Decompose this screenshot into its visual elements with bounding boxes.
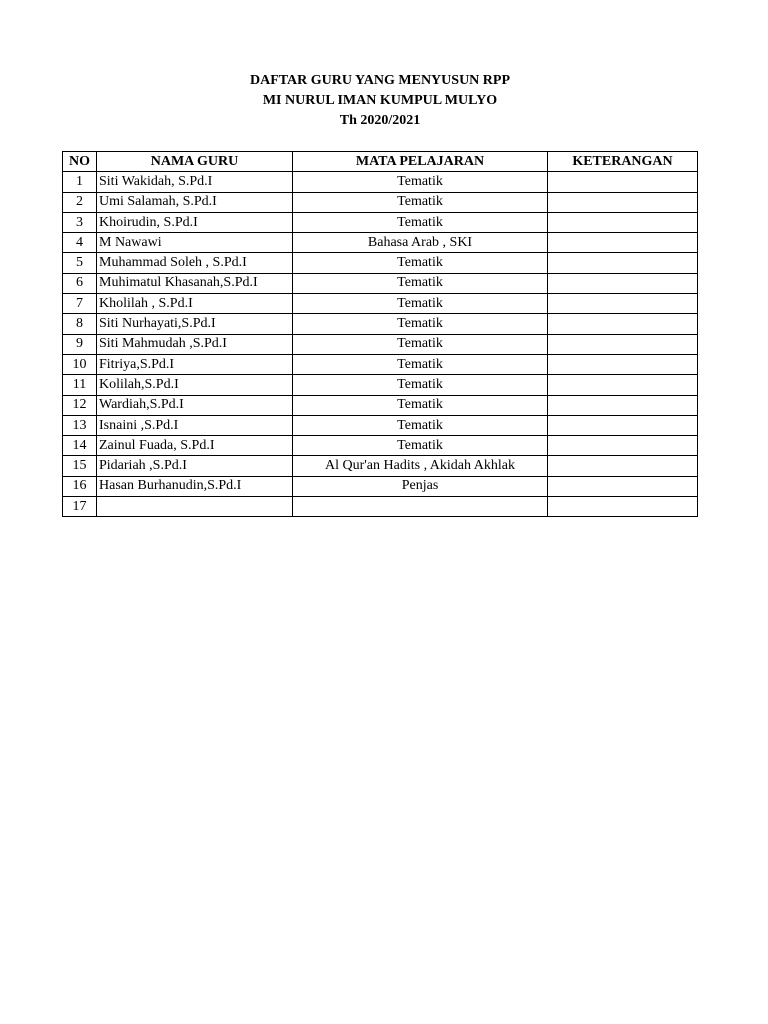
cell-no: 14 <box>63 436 97 456</box>
cell-teacher-name: M Nawawi <box>97 233 293 253</box>
table-row <box>63 375 698 395</box>
cell-no: 8 <box>63 314 97 334</box>
table-row <box>63 395 698 415</box>
table-row <box>63 476 698 496</box>
cell-note <box>548 233 698 253</box>
cell-subject: Tematik <box>293 212 548 232</box>
cell-teacher-name: Siti Mahmudah ,S.Pd.I <box>97 334 293 354</box>
table-row <box>63 233 698 253</box>
table-row <box>63 436 698 456</box>
cell-note <box>548 294 698 314</box>
column-header-name: NAMA GURU <box>97 152 293 172</box>
cell-no: 13 <box>63 415 97 435</box>
cell-subject: Penjas <box>293 476 548 496</box>
cell-note <box>548 436 698 456</box>
cell-subject: Tematik <box>293 294 548 314</box>
cell-note <box>548 334 698 354</box>
column-header-no: NO <box>63 152 97 172</box>
cell-subject: Tematik <box>293 436 548 456</box>
cell-teacher-name: Siti Wakidah, S.Pd.I <box>97 172 293 192</box>
school-name: MI NURUL IMAN KUMPUL MULYO <box>262 93 498 108</box>
cell-teacher-name: Kholilah , S.Pd.I <box>97 294 293 314</box>
table-row <box>63 294 698 314</box>
cell-no: 11 <box>63 375 97 395</box>
cell-teacher-name: Siti Nurhayati,S.Pd.I <box>97 314 293 334</box>
cell-no: 5 <box>63 253 97 273</box>
cell-teacher-name: Kolilah,S.Pd.I <box>97 375 293 395</box>
cell-note <box>548 253 698 273</box>
table-row <box>63 253 698 273</box>
cell-subject: Tematik <box>293 415 548 435</box>
cell-note <box>548 395 698 415</box>
cell-no: 17 <box>63 497 97 517</box>
cell-note <box>548 273 698 293</box>
cell-no: 15 <box>63 456 97 476</box>
academic-year: Th 2020/2021 <box>339 113 421 128</box>
cell-no: 4 <box>63 233 97 253</box>
cell-subject: Tematik <box>293 172 548 192</box>
cell-note <box>548 476 698 496</box>
cell-no: 16 <box>63 476 97 496</box>
cell-note <box>548 314 698 334</box>
table-row <box>63 497 698 517</box>
cell-subject: Tematik <box>293 253 548 273</box>
cell-teacher-name <box>97 497 293 517</box>
document-header <box>0 71 760 131</box>
table-header-row <box>63 152 698 172</box>
cell-note <box>548 415 698 435</box>
cell-no: 6 <box>63 273 97 293</box>
cell-no: 10 <box>63 354 97 374</box>
cell-subject: Al Qur'an Hadits , Akidah Akhlak <box>293 456 548 476</box>
cell-no: 3 <box>63 212 97 232</box>
table-row <box>63 354 698 374</box>
cell-teacher-name: Wardiah,S.Pd.I <box>97 395 293 415</box>
table-row <box>63 456 698 476</box>
cell-subject <box>293 497 548 517</box>
cell-note <box>548 212 698 232</box>
table-body <box>63 172 698 517</box>
cell-teacher-name: Zainul Fuada, S.Pd.I <box>97 436 293 456</box>
cell-no: 7 <box>63 294 97 314</box>
table-row <box>63 172 698 192</box>
cell-teacher-name: Pidariah ,S.Pd.I <box>97 456 293 476</box>
table-row <box>63 415 698 435</box>
cell-note <box>548 375 698 395</box>
cell-no: 9 <box>63 334 97 354</box>
cell-subject: Tematik <box>293 334 548 354</box>
table-row <box>63 334 698 354</box>
cell-note <box>548 354 698 374</box>
table-row <box>63 212 698 232</box>
cell-subject: Tematik <box>293 314 548 334</box>
teacher-table <box>62 151 698 517</box>
cell-teacher-name: Muhammad Soleh , S.Pd.I <box>97 253 293 273</box>
document-title: DAFTAR GURU YANG MENYUSUN RPP <box>249 73 511 88</box>
table-row <box>63 192 698 212</box>
cell-subject: Tematik <box>293 192 548 212</box>
cell-subject: Tematik <box>293 375 548 395</box>
cell-teacher-name: Umi Salamah, S.Pd.I <box>97 192 293 212</box>
table-row <box>63 273 698 293</box>
column-header-note: KETERANGAN <box>548 152 698 172</box>
cell-subject: Bahasa Arab , SKI <box>293 233 548 253</box>
cell-no: 2 <box>63 192 97 212</box>
cell-subject: Tematik <box>293 273 548 293</box>
cell-teacher-name: Fitriya,S.Pd.I <box>97 354 293 374</box>
cell-subject: Tematik <box>293 395 548 415</box>
cell-teacher-name: Hasan Burhanudin,S.Pd.I <box>97 476 293 496</box>
cell-note <box>548 192 698 212</box>
cell-subject: Tematik <box>293 354 548 374</box>
table-row <box>63 314 698 334</box>
cell-teacher-name: Isnaini ,S.Pd.I <box>97 415 293 435</box>
cell-no: 1 <box>63 172 97 192</box>
cell-no: 12 <box>63 395 97 415</box>
cell-teacher-name: Muhimatul Khasanah,S.Pd.I <box>97 273 293 293</box>
cell-note <box>548 172 698 192</box>
cell-note <box>548 456 698 476</box>
column-header-subject: MATA PELAJARAN <box>293 152 548 172</box>
cell-teacher-name: Khoirudin, S.Pd.I <box>97 212 293 232</box>
cell-note <box>548 497 698 517</box>
